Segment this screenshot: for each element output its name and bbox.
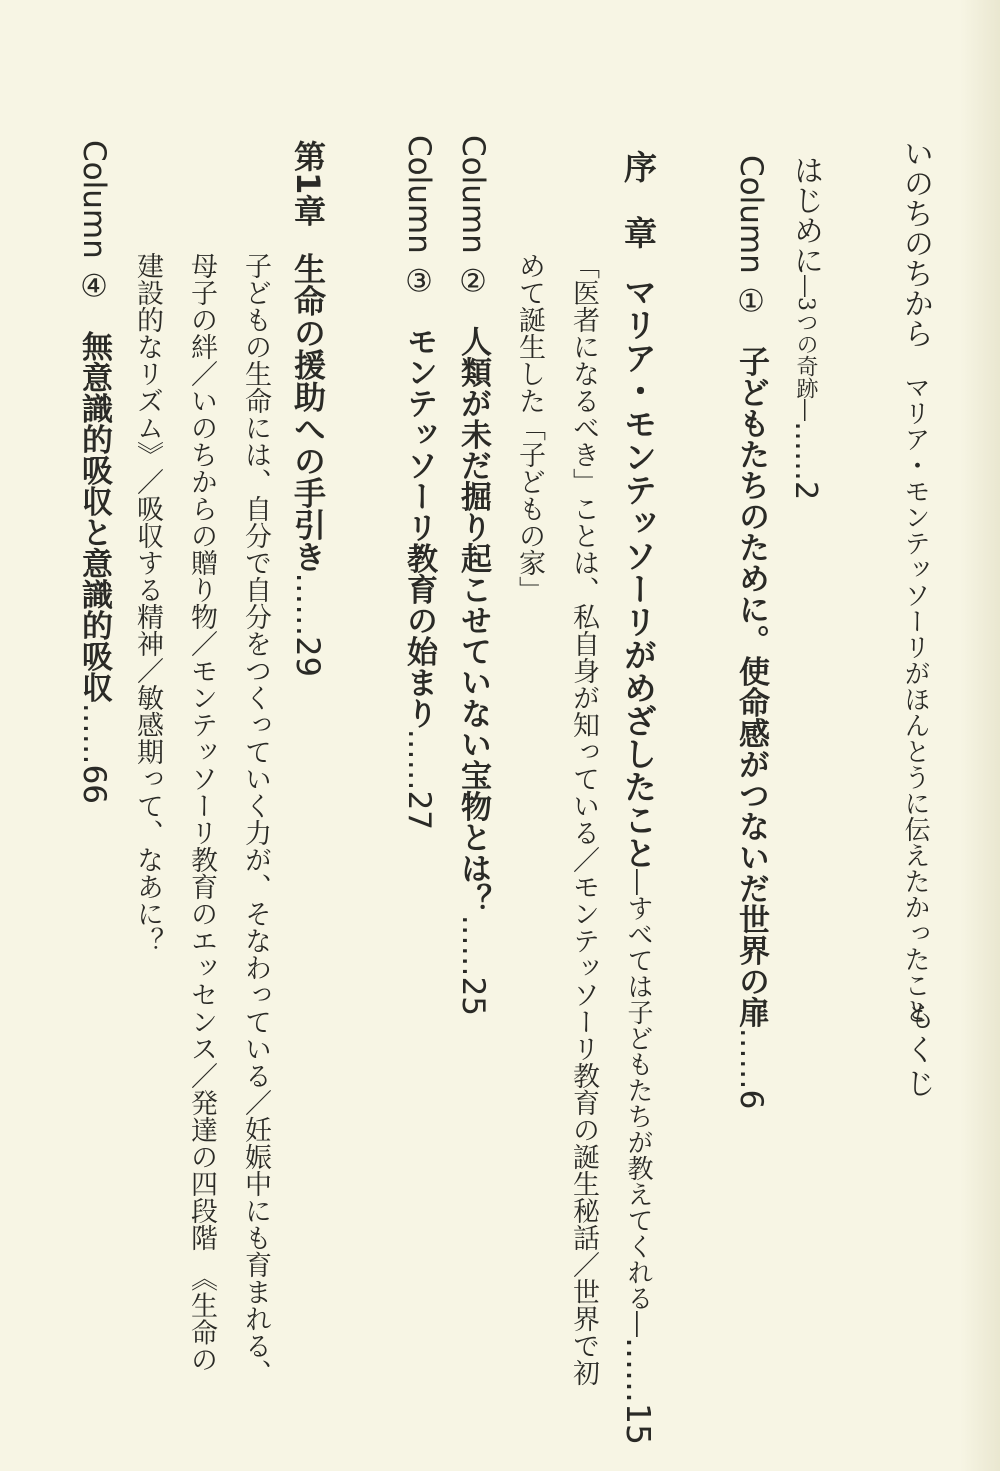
chapter1-title: 生命の援助への手引き [289, 252, 327, 573]
prologue-desc-1: 「医者になるべき」ことは、私自身が知っている／モンテッソーリ教育の誕生秘話／世界で初 [568, 252, 599, 1386]
book-subtitle: マリア・モンテッソーリがほんとうに伝えたかったこと [900, 374, 930, 1024]
book-title: いのちのちから [898, 138, 933, 348]
intro-dots: …… [788, 421, 823, 481]
column2-title: 人類が未だ掘り起こせていない宝物とは？ [455, 325, 491, 915]
column2-dots: …… [455, 914, 491, 977]
chapter1-desc-line-3 [134, 252, 161, 954]
toc-entry-column-1[interactable] [733, 155, 769, 1110]
column4-title: 無意識的吸収と意識的吸収 [76, 330, 112, 703]
prologue-desc-line-1 [570, 252, 597, 1386]
intro-label: はじめに [788, 155, 823, 275]
intro-page: 2 [788, 481, 823, 501]
column3-label: Column ③ [401, 135, 437, 300]
prologue-label: 序 章 [619, 150, 658, 249]
column4-dots: …… [76, 702, 112, 765]
prologue-page: 15 [619, 1403, 658, 1445]
prologue-desc-line-2 [516, 252, 543, 603]
column1-label: Column ① [733, 155, 769, 320]
toc-entry-column-2[interactable] [455, 135, 491, 1017]
column1-dots: …… [733, 1027, 769, 1090]
book-title-line [898, 138, 933, 1024]
column2-label: Column ② [455, 135, 491, 300]
intro-note: ―3つの奇跡― [793, 275, 818, 421]
toc-heading-text: もくじ [900, 1000, 935, 1102]
prologue-note: ―すべては子どもたちが教えてくれる― [623, 869, 653, 1337]
chapter1-dots: …… [289, 572, 327, 637]
column3-page: 27 [401, 790, 437, 831]
chapter1-desc-3: 建設的なリズム》／吸収する精神／敏感期って、なあに？ [132, 252, 163, 954]
column1-page: 6 [733, 1089, 769, 1110]
chapter1-page: 29 [289, 636, 327, 677]
chapter1-desc-line-1 [242, 252, 269, 1386]
toc-entry-chapter-1[interactable] [289, 140, 327, 677]
chapter1-desc-2: 母子の絆／いのちからの贈り物／モンテッソーリ教育のエッセンス／発達の四段階 《生命の [186, 252, 217, 1373]
column2-page: 25 [455, 976, 491, 1017]
toc-entry-column-3[interactable] [401, 135, 437, 831]
column3-title: モンテッソーリ教育の始まり [401, 325, 437, 729]
page-edge-shade [960, 0, 1000, 1471]
prologue-title: マリア・モンテッソーリがめざしたこと [619, 275, 658, 869]
column3-dots: …… [401, 728, 437, 791]
toc-entry-prologue[interactable] [619, 150, 658, 1445]
chapter1-desc-line-2 [188, 252, 215, 1373]
column4-page: 66 [76, 764, 112, 805]
chapter1-desc-1: 子どもの生命には、自分で自分をつくっていく力が、そなわっている／妊娠中にも育まれる、 [240, 252, 271, 1386]
toc-entry-column-4[interactable] [76, 140, 112, 805]
chapter1-label: 第1章 [289, 140, 327, 227]
prologue-dots: …… [619, 1337, 658, 1403]
toc-entry-intro[interactable] [788, 155, 823, 501]
column4-label: Column ④ [76, 140, 112, 305]
column1-title: 子どもたちのために。使命感がつないだ世界の扉 [733, 345, 769, 1028]
prologue-desc-2: めて誕生した「子どもの家」 [514, 252, 545, 603]
